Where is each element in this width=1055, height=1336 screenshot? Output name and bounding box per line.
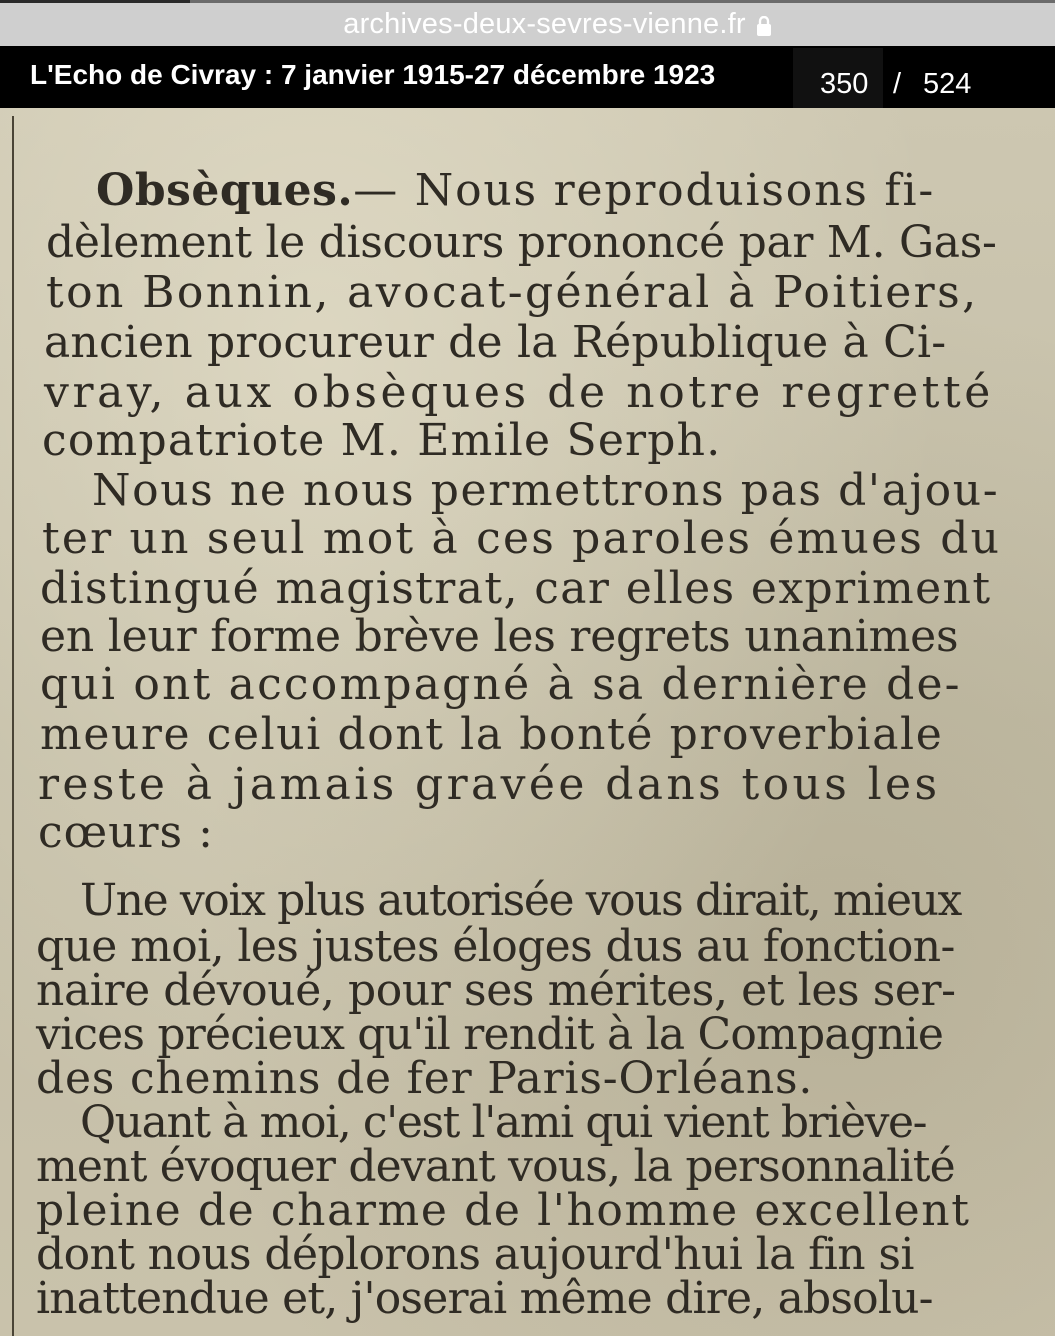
article-line: en leur forme brève les regrets unanimes [40,611,959,662]
article-line: reste à jamais gravée dans tous les [38,759,941,810]
page-indicator [793,48,1055,108]
article-line: dont nous déplorons aujourd'hui la fin si [36,1229,914,1280]
article-line: ton Bonnin, avocat-général à Poitiers, [46,267,979,318]
article-line [96,166,935,216]
article-line: des chemins de fer Paris-Orléans. [36,1053,814,1104]
article-heading-rest: — Nous reproduisons fi- [353,165,936,216]
article-line: Quant à moi, c'est l'ami qui vient briève- [80,1097,927,1148]
tab-indicator [0,0,190,3]
article-line: vices précieux qu'il rendit à la Compagnie [36,1009,944,1060]
column-rule [12,116,14,1336]
article-line: compatriote M. Emile Serph. [42,415,722,466]
article-line: inattendue et, j'oserai même dire, absolu- [36,1273,933,1324]
article-line: ter un seul mot à ces paroles émues du [42,513,1002,564]
page-number-input[interactable]: 350 [793,48,883,108]
article-line: dèlement le discours prononcé par M. Gas- [46,217,997,268]
article-line: ment évoquer devant vous, la personnalité [36,1141,955,1192]
page-total: 524 [923,68,972,100]
newspaper-page-image [0,108,1055,1336]
viewer-header [0,46,1055,108]
article-line: ancien procureur de la République à Ci- [44,317,947,368]
article-line: qui ont accompagné à sa dernière de- [40,659,962,710]
article-line: que moi, les justes éloges dus au fonction- [36,921,955,972]
article-line: meure celui dont la bonté proverbiale [40,709,944,760]
article-line: pleine de charme de l'homme excellent [36,1185,971,1236]
article-line: Une voix plus autorisée vous dirait, mieux [80,875,961,926]
article-line: Nous ne nous permettrons pas d'ajou- [92,465,1000,516]
article-line: cœurs : [38,807,214,858]
url-text[interactable]: archives-deux-sevres-vienne.fr [343,8,746,40]
document-title: L'Echo de Civray : 7 janvier 1915-27 décembre 1923 [30,59,716,90]
article-line: vray, aux obsèques de notre regretté [44,367,994,418]
article-line: naire dévoué, pour ses mérites, et les ser- [36,965,956,1016]
article-line: distingué magistrat, car elles expriment [40,563,992,614]
lock-icon [756,16,772,36]
browser-address-bar[interactable] [0,0,1055,46]
page-separator: / [893,68,902,100]
article-heading: Obsèques. [96,165,354,216]
